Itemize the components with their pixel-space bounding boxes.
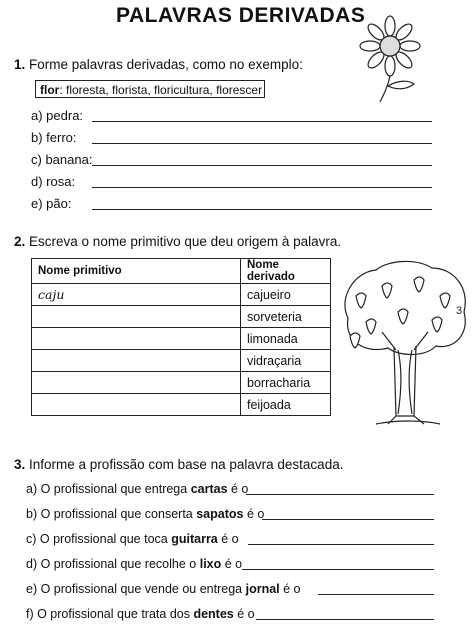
derived-cell: feijoada (241, 394, 331, 416)
derived-cell: vidraçaria (241, 350, 331, 372)
q3-answer-line-e[interactable] (318, 594, 434, 595)
q2-text: Escreva o nome primitivo que deu origem à palavra. (29, 234, 342, 249)
q1-answer-line-e[interactable] (92, 209, 432, 210)
derived-cell: sorveteria (241, 306, 331, 328)
q1-answer-line-b[interactable] (92, 143, 432, 144)
q3-item-keyword: guitarra (171, 532, 218, 546)
q3-item-d (26, 557, 242, 571)
q3-item-keyword: lixo (199, 557, 222, 571)
q1-item-c: c) banana: (31, 152, 93, 167)
q1-answer-line-d[interactable] (92, 187, 432, 188)
q2-instruction (14, 234, 341, 249)
q3-item-text-end: é o (217, 532, 239, 546)
q3-answer-line-a[interactable] (246, 494, 434, 495)
table-header-row (32, 259, 331, 284)
q3-item-c (26, 532, 239, 546)
q3-answer-line-f[interactable] (256, 619, 434, 620)
q1-item-a: a) pedra: (31, 108, 84, 123)
q1-text: Forme palavras derivadas, como no exemplo: (29, 57, 303, 72)
q3-item-text: a) O profissional que entrega (26, 482, 191, 496)
q1-item-b: b) ferro: (31, 130, 77, 145)
q1-item-e: e) pão: (31, 196, 72, 211)
q3-item-text: d) O profissional que recolhe o (26, 557, 200, 571)
q1-example-box (35, 80, 265, 98)
q3-item-e (26, 582, 301, 596)
q3-item-text-end: é o (233, 607, 255, 621)
page-title: PALAVRAS DERIVADAS (116, 4, 366, 27)
q3-item-text-end: é o (279, 582, 301, 596)
q3-item-text-end: é o (243, 507, 265, 521)
q3-instruction (14, 457, 343, 472)
table-row (32, 328, 331, 350)
flower-illustration (350, 14, 430, 104)
q3-item-keyword: cartas (190, 482, 228, 496)
q3-answer-line-b[interactable] (262, 519, 434, 520)
header-primitive: Nome primitivo (32, 259, 241, 284)
q3-answer-line-c[interactable] (248, 544, 434, 545)
primitive-cell[interactable] (32, 350, 241, 372)
q3-number: 3. (14, 457, 26, 472)
q3-item-keyword: jornal (245, 582, 280, 596)
table-row (32, 284, 331, 306)
q3-item-text-end: é o (221, 557, 243, 571)
primitive-cell[interactable] (32, 394, 241, 416)
q3-item-text: f) O profissional que trata dos (26, 607, 194, 621)
q1-answer-line-c[interactable] (92, 165, 432, 166)
header-derived: Nome derivado (241, 259, 331, 284)
table-row (32, 350, 331, 372)
primitive-cell[interactable]: caju (32, 284, 241, 306)
primitive-cell[interactable] (32, 372, 241, 394)
table-row (32, 394, 331, 416)
q3-item-f (26, 607, 255, 621)
q3-item-text: c) O profissional que toca (26, 532, 172, 546)
q3-item-text-end: é o (227, 482, 249, 496)
q1-item-d: d) rosa: (31, 174, 76, 189)
tree-number: 3 (456, 305, 463, 317)
q3-text: Informe a profissão com base na palavra destacada. (29, 457, 344, 472)
q1-answer-line-a[interactable] (92, 121, 432, 122)
q1-example-words: : floresta, florista, floricultura, florescer (59, 83, 263, 97)
q3-item-a (26, 482, 248, 496)
derived-cell: limonada (241, 328, 331, 350)
q3-item-text: e) O profissional que vende ou entrega (26, 582, 246, 596)
q3-item-keyword: sapatos (196, 507, 244, 521)
q1-number: 1. (14, 57, 26, 72)
q1-instruction (14, 57, 303, 72)
table-row (32, 372, 331, 394)
derived-cell: cajueiro (241, 284, 331, 306)
derived-cell: borracharia (241, 372, 331, 394)
q3-item-text: b) O profissional que conserta (26, 507, 197, 521)
q2-number: 2. (14, 234, 26, 249)
q2-table (31, 258, 331, 416)
q1-example-word: flor (40, 83, 60, 97)
q3-answer-line-d[interactable] (242, 569, 434, 570)
primitive-cell[interactable] (32, 328, 241, 350)
q3-item-keyword: dentes (193, 607, 234, 621)
cashew-tree-illustration (336, 258, 472, 430)
primitive-cell[interactable] (32, 306, 241, 328)
table-row (32, 306, 331, 328)
q3-item-b (26, 507, 264, 521)
